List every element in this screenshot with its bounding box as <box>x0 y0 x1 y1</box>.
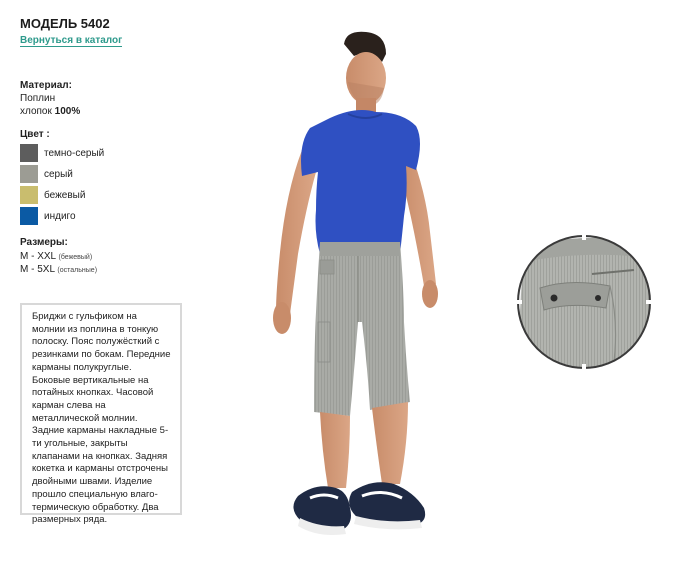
color-name: бежевый <box>44 189 86 201</box>
color-swatch <box>20 186 38 204</box>
composition-prefix: хлопок <box>20 106 52 117</box>
page-title: МОДЕЛЬ 5402 <box>20 16 110 31</box>
color-option-dark-gray[interactable] <box>20 144 104 162</box>
color-option-gray[interactable] <box>20 165 73 183</box>
size-range-note: (остальные) <box>57 267 98 274</box>
product-description: Бриджи с гульфиком на молнии из поплина в тонкую полоску. Пояс полужёсткий с резинками по бокам. Передние карманы полукруглые. Боковые вертикальные на потайных кнопках. Часовой карман слева на металлической молнии. Задние карманы накладные 5-ти угольные, закрыты клапанами на кнопках. Задняя кокетка и карманы отстрочены двойными швами. Изделие прошло специальную влаго-термическую обработку. Два размерных ряда. <box>20 303 182 515</box>
color-name: индиго <box>44 210 76 222</box>
composition-value: 100% <box>54 106 81 117</box>
color-swatch <box>20 144 38 162</box>
back-to-catalog-link[interactable]: Вернуться в каталог <box>20 35 123 46</box>
color-name: серый <box>44 168 73 180</box>
material-composition <box>20 106 80 117</box>
model-photo-icon <box>258 22 458 544</box>
color-name: темно-серый <box>44 147 105 159</box>
size-range-note: (бежевый) <box>58 254 93 261</box>
material-label: Материал: <box>20 80 72 91</box>
sizes-label: Размеры: <box>20 237 68 248</box>
model-photo <box>258 22 458 544</box>
size-range-value: M - XXL <box>20 251 56 262</box>
size-range <box>20 264 97 275</box>
size-range-value: M - 5XL <box>20 264 55 275</box>
color-swatch <box>20 207 38 225</box>
color-label: Цвет : <box>20 129 50 140</box>
size-range <box>20 251 92 262</box>
color-option-indigo[interactable] <box>20 207 76 225</box>
color-swatch <box>20 165 38 183</box>
material-name: Поплин <box>20 93 56 104</box>
detail-zoom[interactable] <box>510 228 658 376</box>
detail-zoom-icon <box>510 228 658 376</box>
color-option-beige[interactable] <box>20 186 85 204</box>
